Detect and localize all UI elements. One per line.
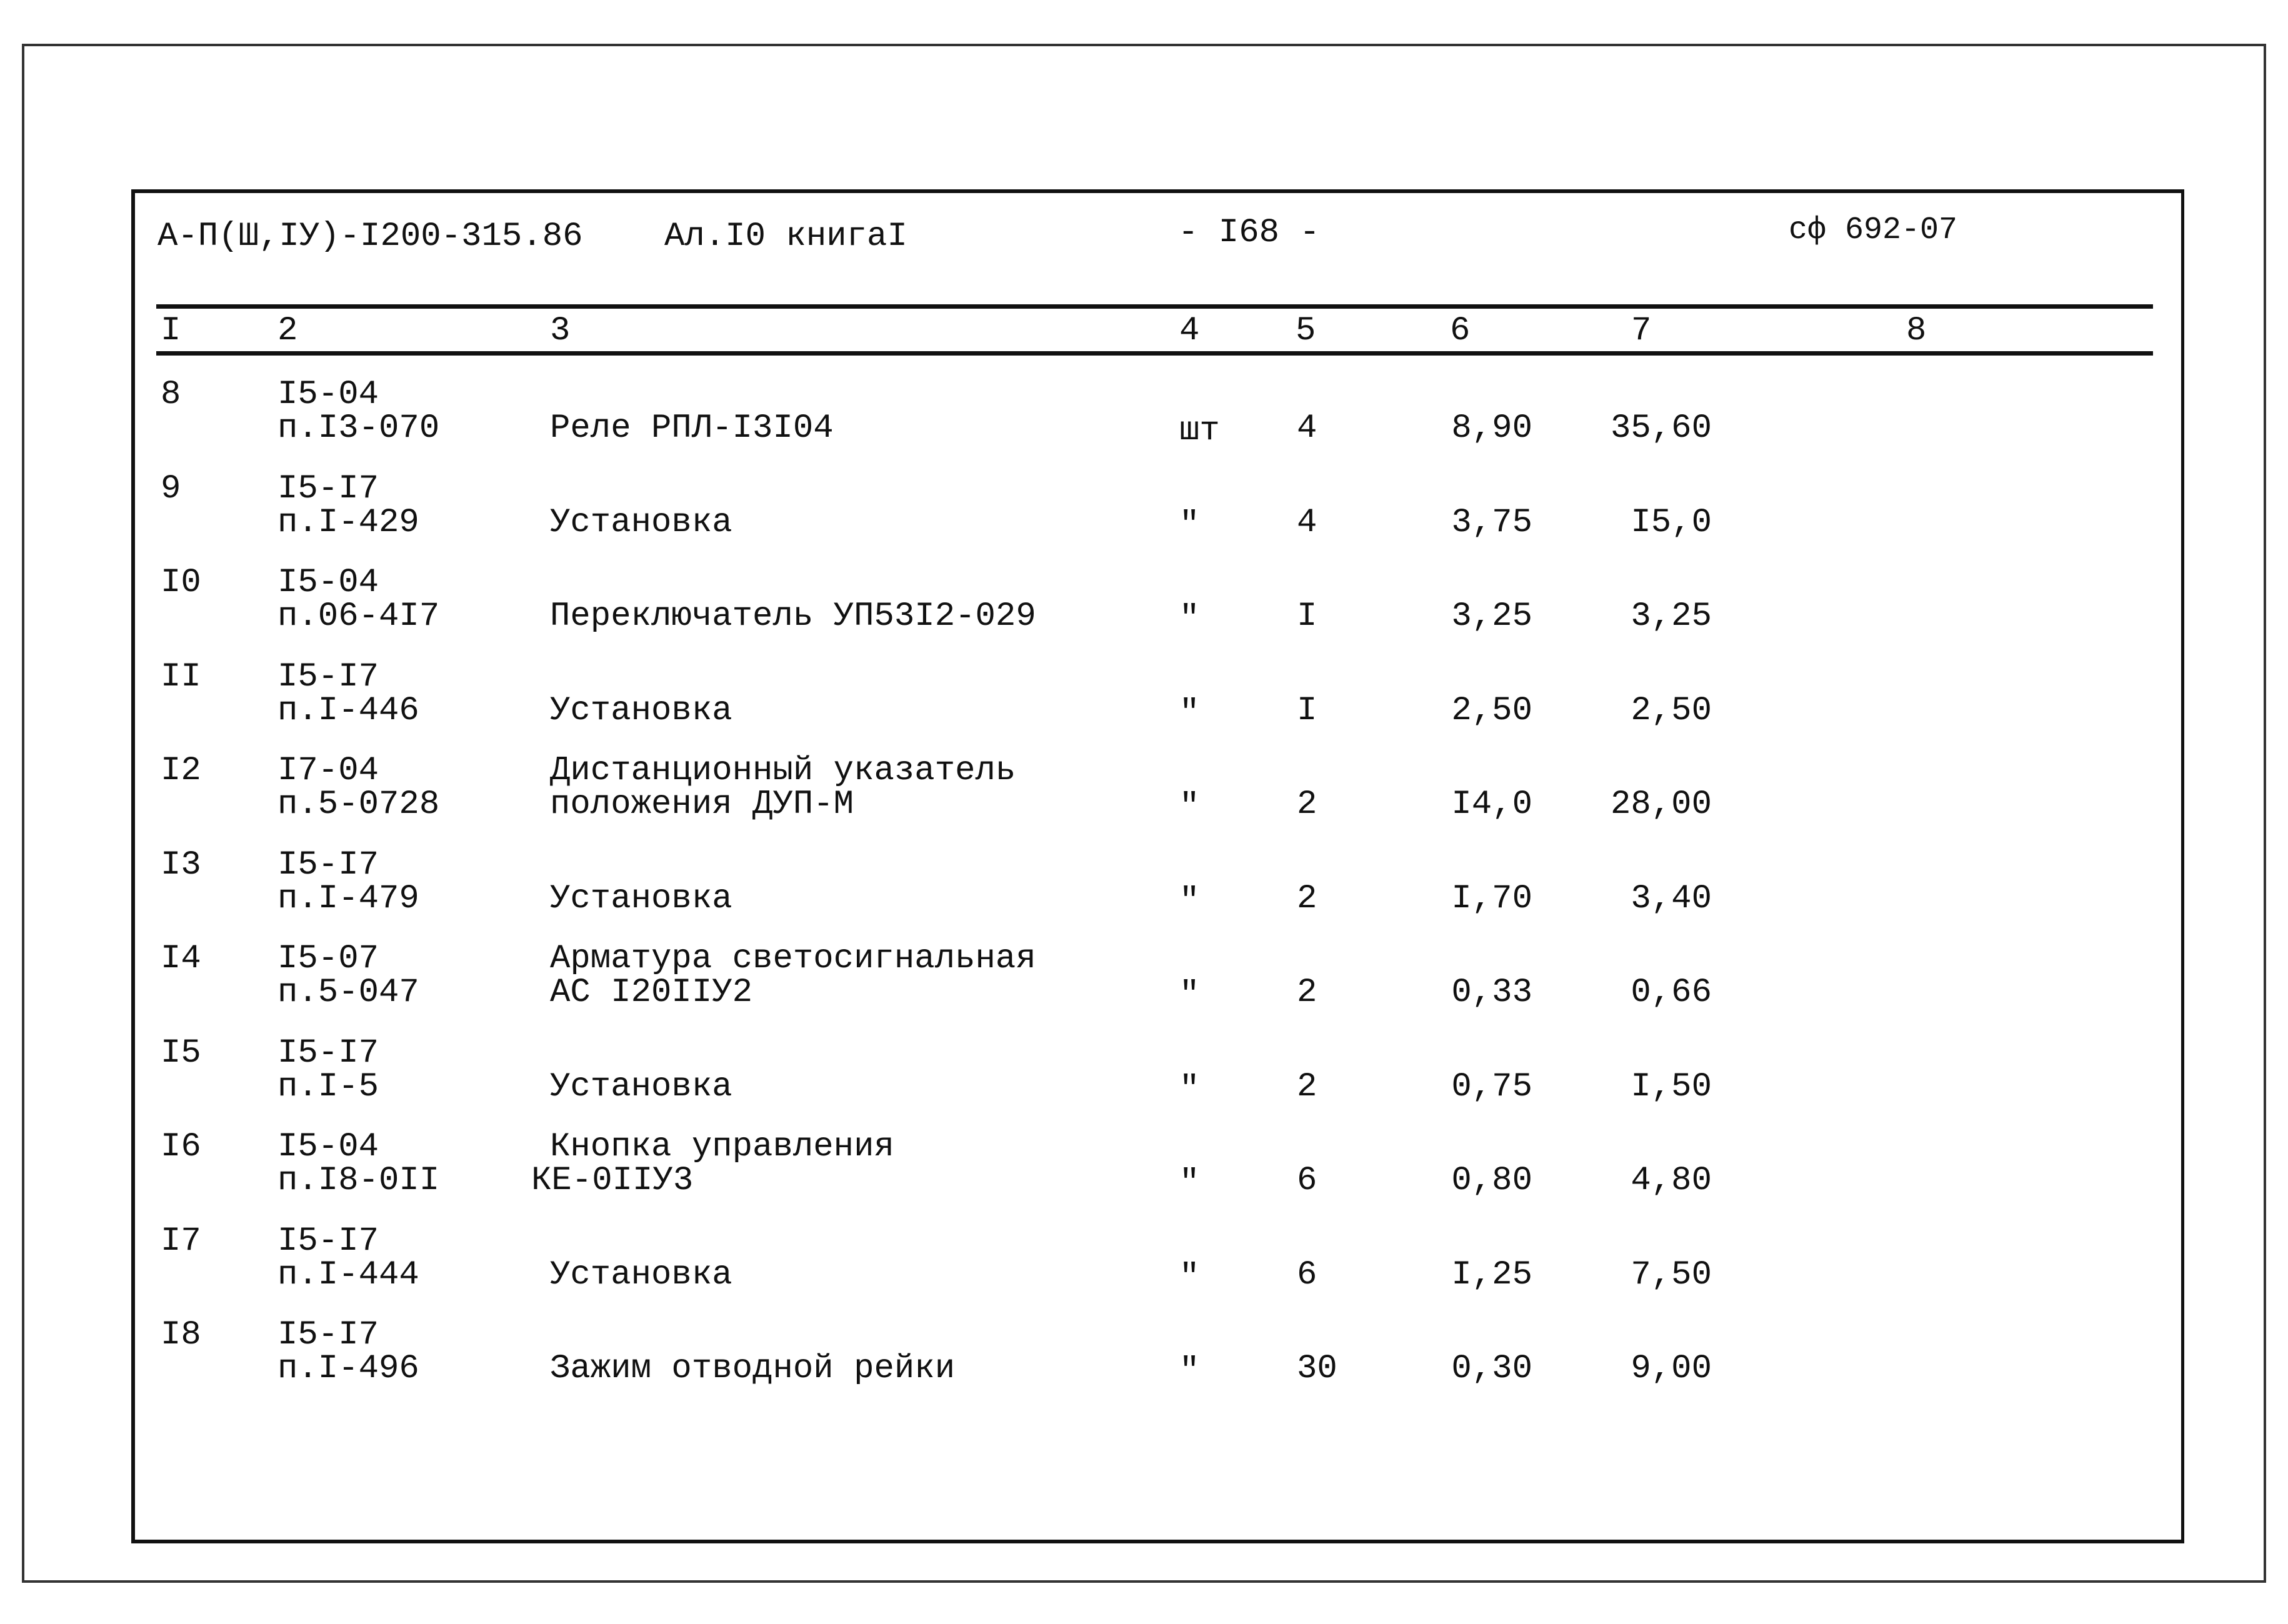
description-line-2: Установка <box>550 503 732 542</box>
column-header-2: 2 <box>277 312 298 350</box>
description-line-2: АС I20IIУ2 <box>550 974 753 1012</box>
item-number: I4 <box>161 940 201 978</box>
quantity: 2 <box>1297 974 1317 1012</box>
norm-code: I5-07 <box>277 940 379 978</box>
total-cost: 35,60 <box>1610 409 1712 447</box>
header-rule-bottom <box>156 351 2153 356</box>
norm-item: п.5-047 <box>277 974 419 1012</box>
unit-price: I,25 <box>1451 1255 1532 1294</box>
unit: " <box>1179 506 1200 544</box>
norm-code: I5-I7 <box>277 657 379 696</box>
total-cost: 9,00 <box>1631 1350 1712 1388</box>
description-line-2: Установка <box>550 879 732 918</box>
unit-price: I,70 <box>1451 879 1532 918</box>
norm-code: I5-I7 <box>277 1316 379 1354</box>
unit-price: 0,30 <box>1451 1350 1532 1388</box>
total-cost: 3,25 <box>1631 597 1712 635</box>
item-number: 8 <box>161 376 181 414</box>
quantity: I <box>1297 691 1317 730</box>
unit: " <box>1179 1352 1200 1390</box>
total-cost: I,50 <box>1631 1067 1712 1106</box>
norm-code: I7-04 <box>277 752 379 790</box>
unit-price: 0,75 <box>1451 1067 1532 1106</box>
column-header-8: 8 <box>1906 312 1927 350</box>
norm-item: п.I-496 <box>277 1350 419 1388</box>
unit: шт <box>1179 412 1220 450</box>
norm-item: п.5-0728 <box>277 785 440 824</box>
column-header-5: 5 <box>1296 312 1316 350</box>
quantity: 2 <box>1297 879 1317 918</box>
total-cost: 3,40 <box>1631 879 1712 918</box>
norm-code: I5-04 <box>277 376 379 414</box>
quantity: 6 <box>1297 1162 1317 1200</box>
norm-item: п.I-446 <box>277 691 419 730</box>
description-line-1: Дистанционный указатель <box>550 752 1016 790</box>
unit: " <box>1179 600 1200 638</box>
item-number: I7 <box>161 1222 201 1260</box>
total-cost: 7,50 <box>1631 1255 1712 1294</box>
item-number: I5 <box>161 1034 201 1072</box>
description-line-2: Установка <box>550 1255 732 1294</box>
item-number: I6 <box>161 1128 201 1166</box>
unit: " <box>1179 1070 1200 1108</box>
unit-price: 8,90 <box>1451 409 1532 447</box>
unit-price: 0,33 <box>1451 974 1532 1012</box>
quantity: 4 <box>1297 409 1317 447</box>
norm-item: п.I-444 <box>277 1255 419 1294</box>
norm-item: п.I-479 <box>277 879 419 918</box>
norm-code: I5-I7 <box>277 1034 379 1072</box>
album-label: Ал.I0 книгаI <box>664 217 907 256</box>
total-cost: 2,50 <box>1631 691 1712 730</box>
description-line-2: Установка <box>550 1067 732 1106</box>
norm-item: п.I-429 <box>277 503 419 542</box>
quantity: 30 <box>1297 1350 1337 1388</box>
description-line-2: положения ДУП-М <box>550 785 854 824</box>
norm-item: п.I8-0II <box>277 1162 440 1200</box>
norm-item: п.06-4I7 <box>277 597 440 635</box>
unit-price: 0,80 <box>1451 1162 1532 1200</box>
norm-code: I5-04 <box>277 1128 379 1166</box>
page-number: - I68 - <box>1178 214 1320 252</box>
column-header-1: I <box>161 312 181 350</box>
unit-price: 3,25 <box>1451 597 1532 635</box>
item-number: 9 <box>161 469 181 508</box>
document-code: А-П(Ш,IУ)-I200-315.86 <box>157 217 583 256</box>
unit-price: 2,50 <box>1451 691 1532 730</box>
column-header-4: 4 <box>1179 312 1200 350</box>
norm-code: I5-04 <box>277 564 379 602</box>
norm-code: I5-I7 <box>277 845 379 884</box>
norm-item: п.I-5 <box>277 1067 379 1106</box>
description-line-1: Кнопка управления <box>550 1128 894 1166</box>
total-cost: 4,80 <box>1631 1162 1712 1200</box>
item-number: I8 <box>161 1316 201 1354</box>
stamp-code: сф 692-07 <box>1789 212 1958 248</box>
item-number: I2 <box>161 752 201 790</box>
column-header-3: 3 <box>550 312 571 350</box>
norm-code: I5-I7 <box>277 469 379 508</box>
norm-code: I5-I7 <box>277 1222 379 1260</box>
quantity: I <box>1297 597 1317 635</box>
unit: " <box>1179 1164 1200 1202</box>
description-line-2: Переключатель УП53I2-029 <box>550 597 1036 635</box>
column-header-7: 7 <box>1631 312 1652 350</box>
quantity: 2 <box>1297 1067 1317 1106</box>
unit: " <box>1179 976 1200 1014</box>
description-line-2: Установка <box>550 691 732 730</box>
column-header-6: 6 <box>1450 312 1471 350</box>
unit-price: 3,75 <box>1451 503 1532 542</box>
quantity: 4 <box>1297 503 1317 542</box>
header-rule-top <box>156 304 2153 309</box>
description-line-2: КЕ-0IIУ3 <box>531 1162 694 1200</box>
item-number: I3 <box>161 845 201 884</box>
item-number: I0 <box>161 564 201 602</box>
unit: " <box>1179 788 1200 826</box>
unit: " <box>1179 694 1200 732</box>
item-number: II <box>161 657 201 696</box>
unit-price: I4,0 <box>1451 785 1532 824</box>
quantity: 2 <box>1297 785 1317 824</box>
quantity: 6 <box>1297 1255 1317 1294</box>
total-cost: I5,0 <box>1631 503 1712 542</box>
description-line-2: Реле РПЛ-I3I04 <box>550 409 834 447</box>
form-frame <box>131 189 2184 1543</box>
description-line-2: Зажим отводной рейки <box>550 1350 956 1388</box>
unit: " <box>1179 882 1200 920</box>
total-cost: 28,00 <box>1610 785 1712 824</box>
total-cost: 0,66 <box>1631 974 1712 1012</box>
unit: " <box>1179 1258 1200 1297</box>
description-line-1: Арматура светосигнальная <box>550 940 1036 978</box>
norm-item: п.I3-070 <box>277 409 440 447</box>
